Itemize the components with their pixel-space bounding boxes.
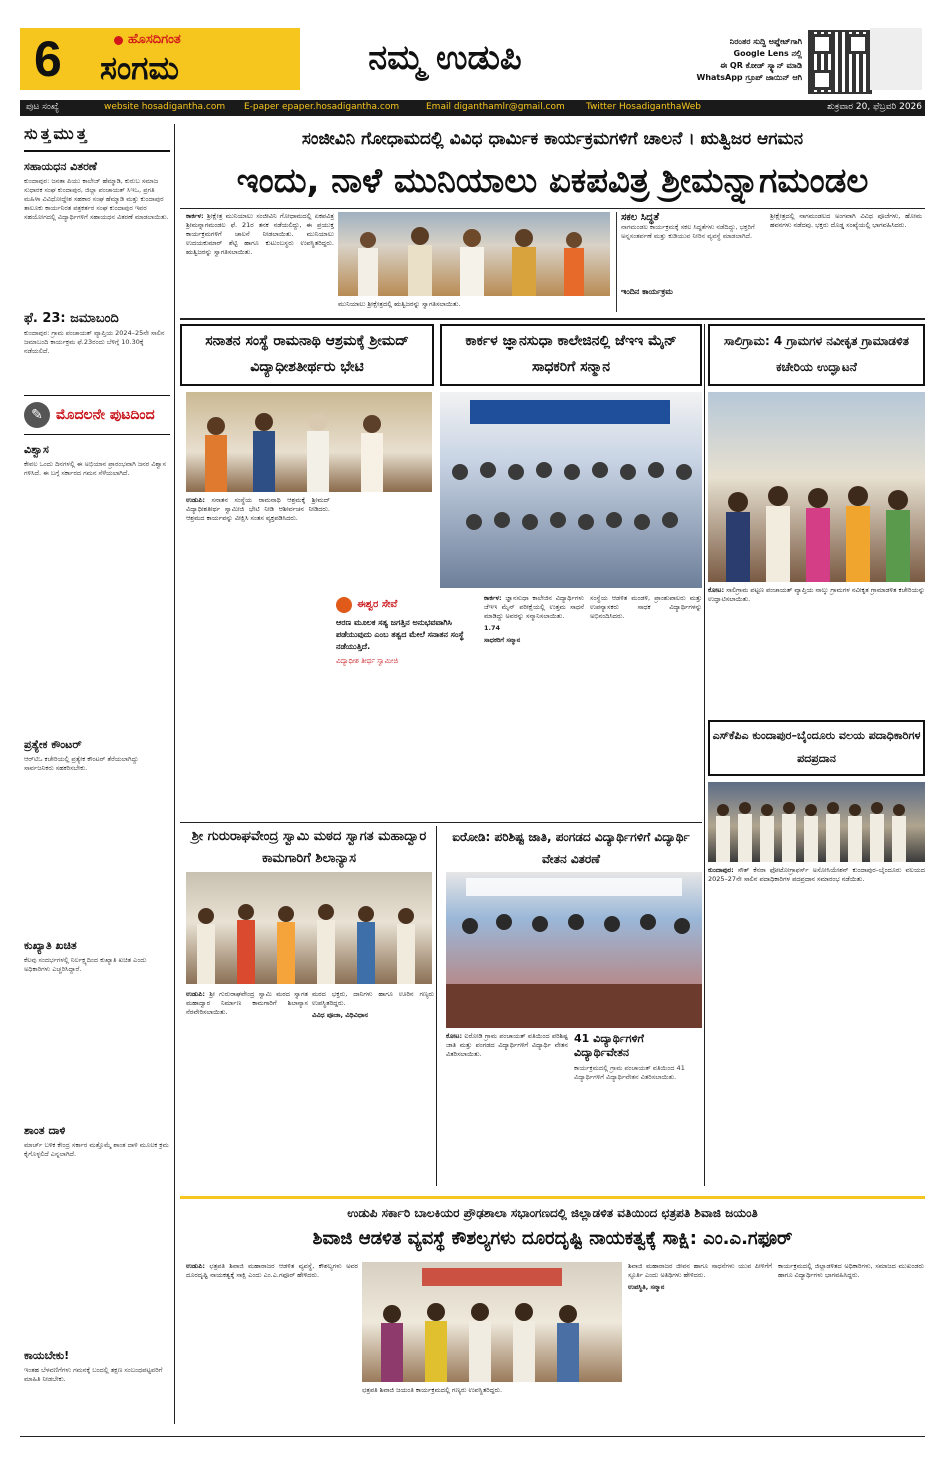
sidebox-body: ನಾಗಮಂಡಲ ಕಾರ್ಯಕ್ರಮಕ್ಕೆ ಸಕಲ ಸಿದ್ಧತೆಗಳು ನಡೆದಿದ್ದು, ಭಕ್ತರಿಗೆ ಅನ್ನಸಂತರ್ಪಣೆ ಮತ್ತು ಕುಡಿಯುವ ನೀರಿನ ವ್ಯವಸ್ಥೆ ಮಾಡಲಾಗಿದೆ. [621,223,755,240]
sidebar-body: ಕುಂದಾಪುರ: ಜನತಾ ಪಿಯು ಕಾಲೇಜ್ ಹೆಮ್ಮಾಡಿ, ಕುರುಬ ಸಮಾಜ ಸುಧಾರಕ ಸಂಘ ಕುಂದಾಪುರ, ಜಿಲ್ಲಾ ಪಂಚಾಯತ್ ಸಿಇಒ, ಪ್ರಗತಿ ಮಹಿಳಾ ವಿವಿಧೋದ್ದೇಶ ಸಹಕಾರ ಸಂಘ ಹೆಮ್ಮಾಡಿ ಮತ್ತು ಕುಂದಾಪುರ ತಾಲೂಕು ಕಾರ್ಯನಿರತ ಪತ್ರಕರ್ತರ ಸಂಘ ಕುಂದಾಪುರ ಇವರ ಸಹಯೋಗದಲ್ಲಿ ವಿದ್ಯಾರ್ಥಿಗಳಿಗೆ ಸಹಾಯಧನ ವಿತರಣೆ ಮಾಡಲಾಯಿತು. [24,177,169,221]
sidebox-title: ಸಕಲ ಸಿದ್ಧತೆ [621,212,660,223]
saligrama-photo-people [708,392,925,582]
shivaji-body [186,1262,358,1432]
pen-icon: ✎ [24,402,50,428]
sidebar-body: ಆರ್‌ಟಿಒ ಕಚೇರಿಯಲ್ಲಿ ಪ್ರತ್ಯೇಕ ಕೌಂಟರ್ ತೆರೆಯಲಾಗಿದ್ದು ಸಾರ್ವಜನಿಕರು ಸಹಕರಿಸಬೇಕು. [24,755,139,772]
sanatana-dateline: ಉಡುಪಿ: [186,496,205,504]
lead-right-col: ಶ್ರೀಕ್ಷೇತ್ರದಲ್ಲಿ ನಾಗಮಂಡಲದ ಅಂಗವಾಗಿ ವಿವಿಧ ಪೂಜೆಗಳು, ಹೋಮ ಹವನಗಳು ನಡೆದವು. ಭಕ್ತರು ದೊಡ್ಡ ಸಂಖ್ಯೆಯಲ್ಲಿ ಭಾಗವಹಿಸಿದರು. [770,212,922,229]
irode-headline: ಐರೋಡಿ: ಪರಿಶಿಷ್ಟ ಜಾತಿ, ಪಂಗಡದ ವಿದ್ಯಾರ್ಥಿಗಳಿಗೆ ವಿದ್ಯಾರ್ಥಿ ವೇತನ ವಿತರಣೆ [452,830,690,866]
sidebox-sub: ಇಂದಿನ ಕಾರ್ಯಕ್ರಮ [621,287,673,296]
sidebar-heading: ಪ್ರತ್ಯೇಕ ಕೌಂಟರ್ [24,738,82,751]
quote-icon [336,597,352,613]
saligrama-headline: ಸಾಲಿಗ್ರಾಮ: 4 ಗ್ರಾಮಗಳ ನವೀಕೃತ ಗ್ರಾಮಾಡಳಿತ ಕಚೇರಿಯ ಉದ್ಘಾಟನೆ [724,334,909,374]
karkala-stat: 1.74 [484,624,501,632]
shivaji-photo [362,1262,622,1382]
brand-logo-dot [114,36,123,45]
sidebar-body: ಕೆಲವು ಸಂದರ್ಭಗಳಲ್ಲಿ ನಿರ್ಲಕ್ಷ್ಯದಿಂದ ಕುಖ್ಯಾತಿ ಖಚಿತ ಎಂದು ಅಧಿಕಾರಿಗಳು ಎಚ್ಚರಿಸಿದ್ದಾರೆ. [24,956,147,973]
shivaji-caption: ಛತ್ರಪತಿ ಶಿವಾಜಿ ಜಯಂತಿ ಕಾರ್ಯಕ್ರಮದಲ್ಲಿ ಗಣ್ಯರು ಉಪಸ್ಥಿತರಿದ್ದರು. [362,1386,503,1394]
lead-body [186,212,334,312]
page-bottom-rule [20,1436,925,1437]
skp-dateline: ಕುಂದಾಪುರ: [708,866,734,874]
section-title: ನಮ್ಮ ಉಡುಪಿ [368,38,522,78]
lead-photo-caption: ಮುನಿಯಾಲು ಶ್ರೀಕ್ಷೇತ್ರದಲ್ಲಿ ಋತ್ವಿಜರನ್ನು ಸ್ವಾಗತಿಸಲಾಯಿತು. [338,300,461,308]
karkala-photo [440,392,702,588]
sidebar-body: ಕುಂದಾಪುರ: ಗ್ರಾಮ ಪಂಚಾಯತ್ ವ್ಯಾಪ್ತಿಯ 2024–25ನೇ ಸಾಲಿನ ಜಮಾಬಂದಿ ಕಾರ್ಯಕ್ರಮ ಫೆ.23ರಂದು ಬೆಳಿಗ್ಗೆ 10.30ಕ್ಕೆ ನಡೆಯಲಿದೆ. [24,329,165,355]
qr-corner-band [870,28,922,90]
shivaji-kicker: ಉಡುಪಿ ಸರ್ಕಾರಿ ಬಾಲಕಿಯರ ಪ್ರೌಢಶಾಲಾ ಸಭಾಂಗಣದಲ್ಲಿ ಜಿಲ್ಲಾಡಳಿತ ವತಿಯಿಂದ ಛತ್ರಪತಿ ಶಿವಾಜಿ ಜಯಂತಿ [347,1206,758,1220]
raghavendra-body-2: ಮಠದ ಭಕ್ತರು, ದಾನಿಗಳು ಹಾಗೂ ಊರಿನ ಗಣ್ಯರು ಉಪಸ್ಥಿತರಿದ್ದರು. ವಿವಿಧ ಪೂಜಾ, ವಿಧಿವಿಧಾನ [312,990,434,1019]
shivaji-headline: ಶಿವಾಜಿ ಆಡಳಿತ ವ್ಯವಸ್ಥೆ ಕೌಶಲ್ಯಗಳು ದೂರದೃಷ್ಟಿ ನಾಯಕತ್ವಕ್ಕೆ ಸಾಕ್ಷಿ: ಎಂ.ಎ.ಗಫೂರ್ [312,1228,793,1249]
raghavendra-body-text: ಶ್ರೀ ಗುರುರಾಘವೇಂದ್ರ ಸ್ವಾಮಿ ಮಠದ ಸ್ವಾಗತ ಮಹಾದ್ವಾರ ನಿರ್ಮಾಣ ಕಾಮಗಾರಿಗೆ ಶಿಲಾನ್ಯಾಸ ನೆರವೇರಿಸಲಾಯಿತು. [186,990,308,1016]
row2-bottom-rule [180,822,702,823]
saligrama-body-text: ಸಾಲಿಗ್ರಾಮ ಪಟ್ಟಣ ಪಂಚಾಯತ್ ವ್ಯಾಪ್ತಿಯ ನಾಲ್ಕು ಗ್ರಾಮಗಳ ನವೀಕೃತ ಗ್ರಾಮಾಡಳಿತ ಕಚೇರಿಯನ್ನು ಉದ್ಘಾಟಿಸಲಾಯಿತು. [708,586,925,603]
karkala-body-2: ಸಂಸ್ಥೆಯ ಆಡಳಿತ ಮಂಡಳಿ, ಪ್ರಾಂಶುಪಾಲರು ಮತ್ತು ಉಪನ್ಯಾಸಕರು ಸಾಧಕ ವಿದ್ಯಾರ್ಥಿಗಳನ್ನು ಅಭಿನಂದಿಸಿದರು. [590,594,702,620]
sidebar-body: ಕೇವಲ ಒಂದು ದಿನಗಳಲ್ಲಿ ಈ ಅಭಿಯಾನ ಪ್ರಾರಂಭವಾಗಿ ಜನರ ವಿಶ್ವಾಸ ಗಳಿಸಿದೆ. ಈ ಬಗ್ಗೆ ಸರ್ಕಾರದ ಗಮನ ಸೆಳೆಯಲಾಗಿದೆ. [24,460,166,477]
karkala-quote [336,594,476,728]
sidebar [24,124,170,1424]
qr-line1: ನಿರಂತರ ಸುದ್ದಿ ಅಪ್ಡೇಟ್‌ಗಾಗಿ [729,37,802,46]
quote-title: ಈಶ್ವರ ಸೇವೆ [357,599,398,610]
sidebar-heading: ಕುಖ್ಯಾತಿ ಖಚಿತ [24,939,77,952]
saligrama-photo [708,392,925,582]
qr-line2: Google Lens ನಲ್ಲಿ [733,49,802,58]
lead-rule [180,208,925,209]
brand-main: ಸಂಗಮ [100,49,179,87]
sidebar-heading: ಸಹಾಯಧನ ವಿತರಣೆ [24,160,97,173]
raghavendra-body [186,990,308,1186]
karkala-body [484,594,584,820]
brand-small: ಹೊಸದಿಗಂತ [128,32,181,47]
sanatana-photo-people [186,392,432,492]
shivaji-photo-people [362,1262,622,1382]
date: ಶುಕ್ರವಾರ 20, ಫೆಬ್ರವರಿ 2026 [827,102,922,112]
skp-body-text: ಸೌತ್ ಕೆನರಾ ಫೋಟೋಗ್ರಾಫರ್ಸ್ ಅಸೋಸಿಯೇಶನ್ ಕುಂದಾಪುರ–ಬೈಂದೂರು ವಲಯದ 2025–27ನೇ ಸಾಲಿನ ಪದಾಧಿಕಾರಿಗಳ ಪದಪ್ರದಾನ ಸಮಾರಂಭ ನಡೆಯಿತು. [708,866,925,883]
quote-author: ವಿದ್ಯಾಧೀಶ ತೀರ್ಥ ಸ್ವಾಮೀಜಿ [336,657,399,665]
karkala-photo-group [440,392,702,588]
karkala-dateline: ಕಾರ್ಕಳ: [484,594,502,602]
raghavendra-dateline: ಉಡುಪಿ: [186,990,205,998]
saligrama-dateline: ಕೋಟ: [708,586,725,594]
sidebar-heading: ಫೆ. 23: ಜಮಾಬಂದಿ [24,311,119,326]
skp-headline: ಎಸ್‌ಕೆಪಿಎ ಕುಂದಾಪುರ–ಬೈಂದೂರು ವಲಯ ಪದಾಧಿಕಾರಿಗಳ ಪದಪ್ರದಾನ [712,729,921,765]
skp-photo-group [708,782,925,862]
saligrama-body [708,586,925,716]
qr-line4: WhatsApp ಗ್ರೂಪ್ ಜಾಯಿನ್ ಆಗಿ [696,73,802,82]
masthead [0,0,945,112]
sanatana-photo [186,392,432,492]
quote-body: ಆರಣ ಮೂಲಕ ಸತ್ಯ ಜಗತ್ತಿನ ಅನುಭವವಾಗಿಸಿ ಪಡೆಯುವುದು ಎಂಬ ತತ್ವದ ಮೇಲೆ ಸನಾತನ ಸಂಸ್ಥೆ ನಡೆಯುತ್ತಿದೆ. [336,618,464,651]
irode-box-title: 41 ವಿದ್ಯಾರ್ಥಿಗಳಿಗೆ ವಿದ್ಯಾರ್ಥಿವೇತನ [574,1032,644,1059]
page-number: 6 [34,31,62,87]
sidebar-heading: ಶಾಂತ ದಾಳಿ [24,1124,66,1137]
qr-line3: ಈ QR ಕೋಡ್ ಸ್ಕ್ಯಾನ್ ಮಾಡಿ [720,61,802,70]
lead-body-text: ಶ್ರೀಕ್ಷೇತ್ರ ಮುನಿಯಾಲು ಸಂಜೀವಿನಿ ಗೋಧಾಮದಲ್ಲಿ ಏಕಪವಿತ್ರ ಶ್ರೀಮನ್ನಾಗಮಂಡಲ ಫೆ. 21ರ ತನಕ ನಡೆಯಲಿದ್ದು, ಈ ಪ್ರಯುಕ್ತ ಕಾರ್ಯಕ್ರಮಗಳಿಗೆ ಚಾಲನೆ ನೀಡಲಾಯಿತು. ಮುನಿಯಾಲು ಉದಯಕುಮಾರ್ ಶೆಟ್ಟಿ ಹಾಗೂ ಕುಟುಂಬಸ್ಥರು ಉಪಸ್ಥಿತರಿದ್ದರು. ಋತ್ವಿಜರನ್ನು ಸ್ವಾಗತಿಸಲಾಯಿತು. [186,212,334,256]
irode-body [446,1032,568,1184]
page-label: ಪುಟ ಸಂಖ್ಯೆ [26,102,59,112]
skp-photo [708,782,925,862]
raghavendra-photo [186,872,432,984]
sanatana-body-text: ಸನಾತನ ಸಂಸ್ಥೆಯ ರಾಮನಾಥಿ ಆಶ್ರಮಕ್ಕೆ ಶ್ರೀಮದ್ ವಿದ್ಯಾಧೀಶತೀರ್ಥ ಸ್ವಾಮೀಜಿ ಭೇಟಿ ನೀಡಿ ಆಶೀರ್ವಚನ ನೀಡಿದರು. ಆಶ್ರಮದ ಕಾರ್ಯವನ್ನು ವೀಕ್ಷಿಸಿ ಸಂತಸ ವ್ಯಕ್ತಪಡಿಸಿದರು. [186,496,330,522]
irode-dateline: ಕೋಟ: [446,1032,463,1040]
shivaji-dateline: ಉಡುಪಿ: [186,1262,205,1270]
right-col-divider [704,324,705,1186]
lead-kicker: ಸಂಜೀವಿನಿ ಗೋಧಾಮದಲ್ಲಿ ವಿವಿಧ ಧಾರ್ಮಿಕ ಕಾರ್ಯಕ್ರಮಗಳಿಗೆ ಚಾಲನೆ । ಋತ್ವಿಜರ ಆಗಮನ [301,129,804,149]
twitter-link[interactable]: Twitter HosadiganthaWeb [586,102,702,112]
lead-sidebox [616,212,764,312]
irode-box-body: ಕಾರ್ಯಕ್ರಮದಲ್ಲಿ ಗ್ರಾಮ ಪಂಚಾಯತ್ ವತಿಯಿಂದ 41 ವಿದ್ಯಾರ್ಥಿಗಳಿಗೆ ವಿದ್ಯಾರ್ಥಿವೇತನ ವಿತರಿಸಲಾಯಿತು. [574,1064,685,1081]
shivaji-body-2: ಶಿವಾಜಿ ಮಹಾರಾಜರ ಜೀವನ ಹಾಗೂ ಸಾಧನೆಗಳು ಯುವ ಪೀಳಿಗೆಗೆ ಸ್ಫೂರ್ತಿ ಎಂದು ಅತಿಥಿಗಳು ಹೇಳಿದರು. ಉಪಸ್ಥಿತಿ, ಸನ್ಮಾನ [628,1262,772,1291]
website-link[interactable]: website hosadigantha.com [104,102,226,112]
continued-heading: ಮೊದಲನೇ ಪುಟದಿಂದ [56,407,155,423]
shivaji-body-3: ಕಾರ್ಯಕ್ರಮದಲ್ಲಿ ಜಿಲ್ಲಾಡಳಿತದ ಅಧಿಕಾರಿಗಳು, ಸಮಾಜದ ಮುಖಂಡರು ಹಾಗೂ ವಿದ್ಯಾರ್ಥಿಗಳು ಭಾಗವಹಿಸಿದ್ದರು. [778,1262,924,1279]
qr-text [612,36,802,84]
qr-code[interactable] [808,30,872,94]
raghavendra-headline: ಶ್ರೀ ಗುರುರಾಘವೇಂದ್ರ ಸ್ವಾಮಿ ಮಠದ ಸ್ವಾಗತ ಮಹಾದ್ವಾರ ಕಾಮಗಾರಿಗೆ ಶಿಲಾನ್ಯಾಸ [191,829,427,866]
irode-photo [446,872,702,1028]
shivaji-subtitle: ಉಪಸ್ಥಿತಿ, ಸನ್ಮಾನ [628,1283,665,1291]
sanatana-headline: ಸನಾತನ ಸಂಸ್ಥೆ ರಾಮನಾಥಿ ಆಶ್ರಮಕ್ಕೆ ಶ್ರೀಮದ್ ವಿದ್ಯಾಧೀಶತೀರ್ಥರು ಭೇಟಿ [205,333,409,375]
email-link[interactable]: Email diganthamlr@gmail.com [426,102,565,112]
raghavendra-subtitle: ವಿವಿಧ ಪೂಜಾ, ವಿಧಿವಿಧಾನ [312,1011,368,1019]
lead-bottom-rule [180,318,925,320]
sidebar-body: ಇಂತಹ ಬೆಳವಣಿಗೆಗಳು ಗಮನಕ್ಕೆ ಬಂದಲ್ಲಿ ತಕ್ಷಣ ಸಂಬಂಧಪಟ್ಟವರಿಗೆ ಮಾಹಿತಿ ನೀಡಬೇಕು. [24,1366,163,1383]
lead-photo-people [338,212,610,296]
karkala-headline: ಕಾರ್ಕಳ ಜ್ಞಾನಸುಧಾ ಕಾಲೇಜಿನಲ್ಲಿ ಜೆಇಇ ಮೈನ್ ಸಾಧಕರಿಗೆ ಸನ್ಮಾನ [465,333,677,375]
sidebar-body: ಮಾರ್ಚ್ ಬಳಿಕ ಕೇಂದ್ರ ಸರ್ಕಾರ ಮತ್ತೊಮ್ಮೆ ಶಾಂತ ದಾಳಿ ಮೂಲಕ ಕ್ರಮ ಕೈಗೊಳ್ಳಲಿದೆ ಎನ್ನಲಾಗಿದೆ. [24,1141,169,1158]
lead-headline: ಇಂದು, ನಾಳೆ ಮುನಿಯಾಲು ಏಕಪವಿತ್ರ ಶ್ರೀಮನ್ನಾಗಮಂಡಲ [236,161,869,201]
shivaji-body-text: ಛತ್ರಪತಿ ಶಿವಾಜಿ ಮಹಾರಾಜರ ಆಡಳಿತ ವ್ಯವಸ್ಥೆ, ಕೌಶಲ್ಯಗಳು ಅವರ ದೂರದೃಷ್ಟಿ ನಾಯಕತ್ವಕ್ಕೆ ಸಾಕ್ಷಿ ಎಂದು ಎಂ.ಎ.ಗಫೂರ್ ಹೇಳಿದರು. [186,1262,358,1279]
karkala-subtitle: ಸಾಧಕರಿಗೆ ಸನ್ಮಾನ [484,636,521,644]
skp-body [708,866,925,1184]
irode-box [574,1032,702,1184]
sidebar-heading: ವಿಶ್ವಾಸ [24,443,49,456]
sanatana-body [186,496,330,820]
row3-divider [436,826,437,1186]
sidebar-divider [174,124,175,1424]
lead-photo [338,212,610,296]
irode-photo-people [446,872,702,1028]
raghavendra-photo-people [186,872,432,984]
irode-body-text: ಐರೋಡಿ ಗ್ರಾಮ ಪಂಚಾಯತ್ ವತಿಯಿಂದ ಪರಿಶಿಷ್ಟ ಜಾತಿ ಮತ್ತು ಪಂಗಡದ ವಿದ್ಯಾರ್ಥಿಗಳಿಗೆ ವಿದ್ಯಾರ್ಥಿ ವೇತನ ವಿತರಿಸಲಾಯಿತು. [446,1032,568,1058]
karkala-body-text: ಜ್ಞಾನಸುಧಾ ಕಾಲೇಜಿನ ವಿದ್ಯಾರ್ಥಿಗಳು ಜೆಇಇ ಮೈನ್ ಪರೀಕ್ಷೆಯಲ್ಲಿ ಉತ್ತಮ ಸಾಧನೆ ಮಾಡಿದ್ದು ಅವರನ್ನು ಸನ್ಮಾನಿಸಲಾಯಿತು. [484,594,584,620]
epaper-link[interactable]: E-paper epaper.hosadigantha.com [244,102,400,112]
sidebar-title: ಸುತ್ತಮುತ್ತ [24,124,170,152]
sidebar-heading: ಕಾಯಬೇಕು! [24,1349,70,1362]
continued-banner [24,395,170,435]
lead-dateline: ಕಾರ್ಕಳ: [186,212,204,220]
